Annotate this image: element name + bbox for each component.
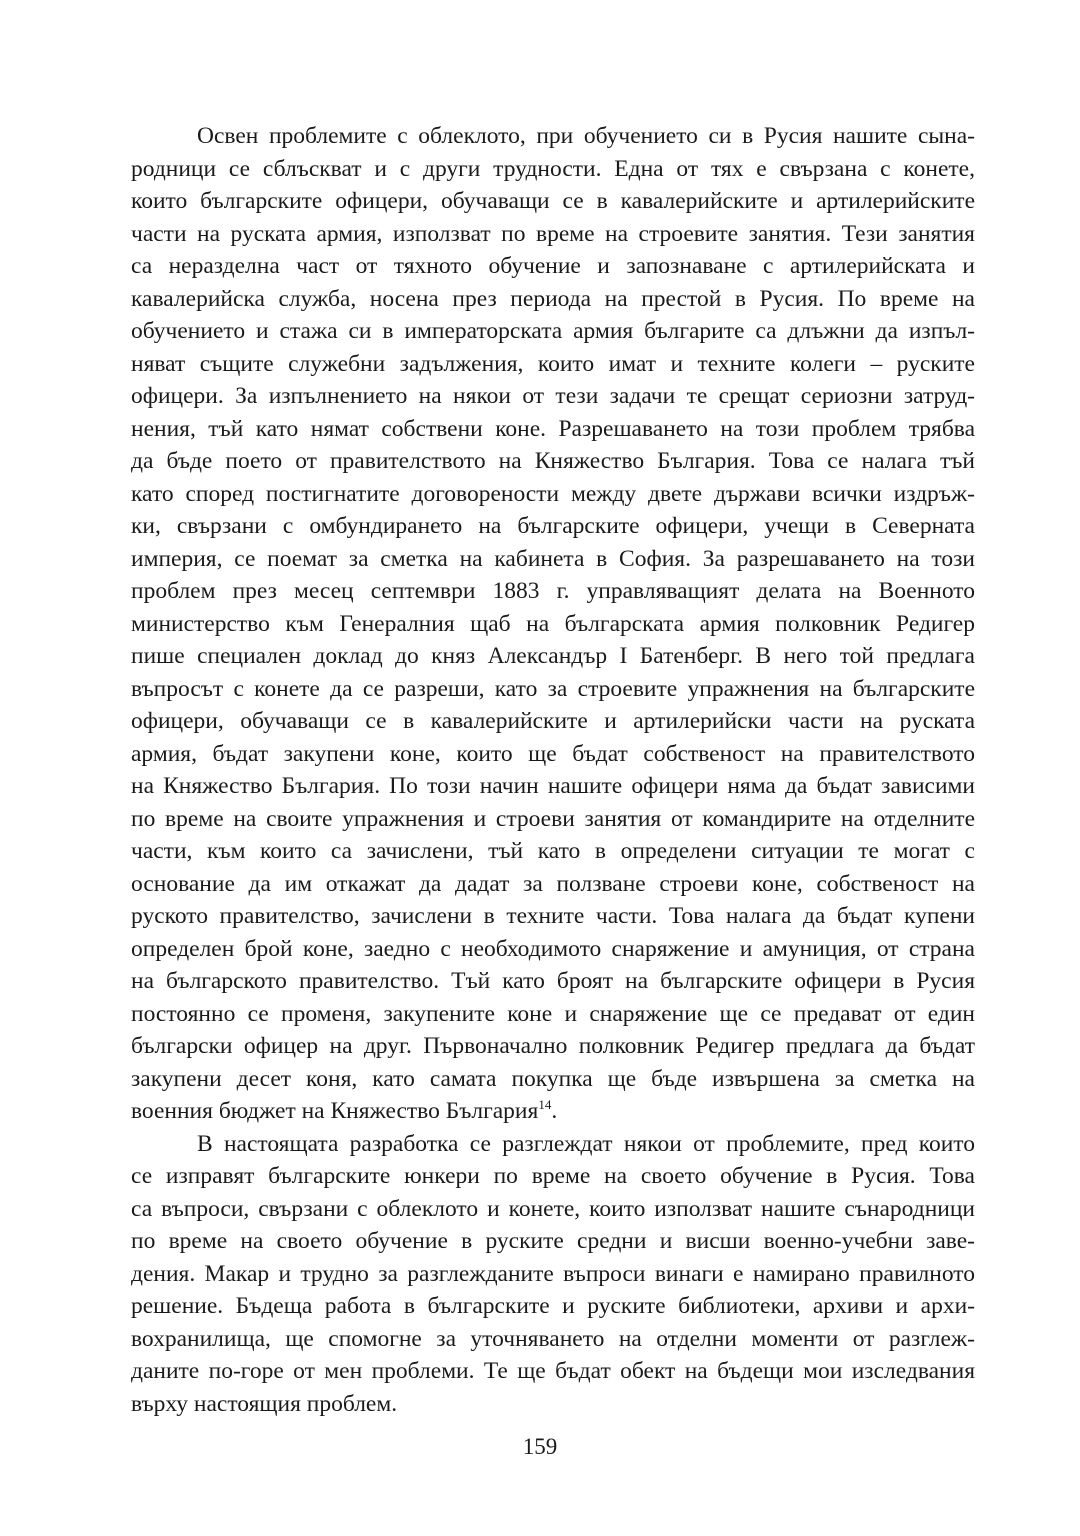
text-line: няват същите служебни задължения, които имат и техните колеги – руските — [131, 350, 975, 377]
text-line: проблем през месец септември 1883 г. управляващият делата на Военното — [131, 578, 975, 604]
text-line: части на руската армия, използват по време на строевите занятия. Тези занятия — [131, 220, 975, 247]
text-line: родници се сблъскват и с други трудности. Една от тях е свързана с конете, — [131, 155, 975, 182]
text-line: офицери. За изпълнението на някои от тези задачи те срещат сериозни затруд- — [131, 383, 975, 409]
paragraph-1 — [131, 120, 975, 1128]
text-line: на българското правителство. Тъй като броят на българските офицери в Русия — [131, 968, 975, 994]
text-line: са неразделна част от тяхното обучение и запознаване с артилерийската и — [131, 253, 975, 279]
text-line: части, към които са зачислени, тъй като в определени ситуации те могат с — [131, 838, 975, 864]
text-line: като според постигнатите договорености между двете държави всички издръж- — [131, 480, 975, 507]
text-line: определен брой коне, заедно с необходимото снаряжение и амуниция, от страна — [131, 935, 975, 962]
text-line: дения. Макар и трудно за разглежданите въпроси винаги е намирано правилното — [131, 1260, 975, 1287]
final-punctuation: . — [551, 1098, 558, 1124]
text-line: се изправят българските юнкери по време на своето обучение в Русия. Това — [131, 1163, 975, 1189]
paragraph-2 — [131, 1128, 975, 1421]
text-line: които българските офицери, обучаващи се в кавалерийските и артилерийските — [131, 188, 975, 214]
footnote-ref: 14 — [538, 1097, 552, 1113]
text-line: министерство към Генералния щаб на българската армия полковник Редигер — [131, 610, 975, 637]
text-line: решение. Бъдеща работа в българските и руските библиотеки, архиви и архи- — [131, 1293, 975, 1319]
text-line: армия, бъдат закупени коне, които ще бъдат собственост на правителството — [131, 740, 975, 767]
text-line-content: военния бюджет на Княжество България — [131, 1098, 539, 1124]
text-line: Освен проблемите с облеклото, при обучението си в Русия нашите сына- — [197, 123, 975, 149]
text-line: В настоящата разработка се разглеждат някои от проблемите, пред които — [197, 1130, 975, 1157]
text-line: да бъде поето от правителството на Княжество България. Това се налага тъй — [131, 448, 975, 474]
text-line: основание да им откажат да дадат за ползване строеви коне, собственост на — [131, 870, 975, 897]
text-line: по време на своето обучение в руските средни и висши военно-учебни заве- — [131, 1228, 975, 1254]
text-line: закупени десет коня, като самата покупка ще бъде извършена за сметка на — [131, 1065, 975, 1092]
text-line: ки, свързани с омбундирането на българските офицери, учещи в Северната — [131, 513, 975, 539]
text-line: империя, се поемат за сметка на кабинета в София. За разрешаването на този — [131, 545, 975, 572]
text-line: пише специален доклад до княз Александър I Батенберг. В него той предлага — [131, 643, 975, 669]
text-line: на Княжество България. По този начин нашите офицери няма да бъдат зависими — [131, 773, 975, 799]
text-line: руското правителство, зачислени в техните части. Това налага да бъдат купени — [131, 903, 975, 929]
text-line: нения, тъй като нямат собствени коне. Разрешаването на този проблем трябва — [131, 415, 975, 442]
text-line: са въпроси, свързани с облеклото и конете, които използват нашите сънародници — [131, 1195, 975, 1222]
text-line: въпросът с конете да се разреши, като за строевите упражнения на българските — [131, 675, 975, 702]
text-line: български офицер на друг. Първоначално полковник Редигер предлага да бъдат — [131, 1033, 975, 1059]
document-body — [131, 120, 975, 1420]
text-line: вохранилища, ще спомогне за уточняването на отделни моменти от разглеж- — [131, 1325, 975, 1352]
text-line: върху настоящия проблем. — [131, 1390, 398, 1417]
text-line-final — [131, 1095, 975, 1128]
text-line: офицери, обучаващи се в кавалерийските и артилерийски части на руската — [131, 708, 975, 734]
text-line: обучението и стажа си в императорската армия българите са длъжни да изпъл- — [131, 318, 975, 344]
text-line: постоянно се променя, закупените коне и снаряжение ще се предават от един — [131, 1000, 975, 1027]
text-line: кавалерийска служба, носена през периода на престой в Русия. По време на — [131, 285, 975, 312]
text-line: даните по-горе от мен проблеми. Те ще бъдат обект на бъдещи мои изследвания — [131, 1358, 975, 1384]
page-number: 159 — [522, 1434, 558, 1459]
text-line: по време на своите упражнения и строеви занятия от командирите на отделните — [131, 805, 975, 832]
